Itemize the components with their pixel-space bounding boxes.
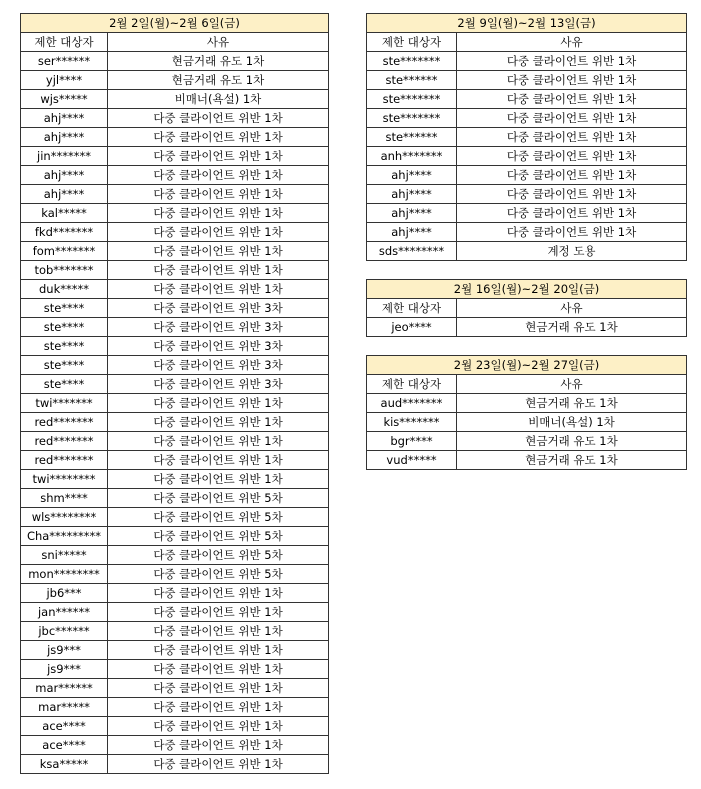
- reason-cell: 다중 클라이언트 위반 1차: [108, 622, 329, 641]
- target-user-cell: wjs*****: [21, 90, 108, 109]
- target-user-cell: bgr****: [367, 432, 457, 451]
- target-user-cell: jan******: [21, 603, 108, 622]
- table-row: [21, 565, 329, 584]
- target-user-cell: ahj****: [21, 166, 108, 185]
- table-row: [21, 128, 329, 147]
- column-header-row: [367, 33, 687, 52]
- reason-cell: 다중 클라이언트 위반 1차: [108, 470, 329, 489]
- reason-cell: 다중 클라이언트 위반 1차: [108, 432, 329, 451]
- reason-cell: 현금거래 유도 1차: [457, 451, 687, 470]
- reason-cell: 다중 클라이언트 위반 1차: [108, 603, 329, 622]
- reason-cell: 현금거래 유도 1차: [457, 318, 687, 337]
- reason-cell: 다중 클라이언트 위반 1차: [108, 109, 329, 128]
- target-user-cell: fom*******: [21, 242, 108, 261]
- table-row: [21, 717, 329, 736]
- target-user-cell: ahj****: [21, 109, 108, 128]
- table-row: [21, 337, 329, 356]
- table-row: [21, 451, 329, 470]
- target-user-cell: ste*******: [367, 52, 457, 71]
- table-row: [367, 71, 687, 90]
- table-row: [21, 299, 329, 318]
- target-user-cell: shm****: [21, 489, 108, 508]
- table-row: [21, 147, 329, 166]
- period-header-row: [21, 14, 329, 33]
- table-row: [367, 185, 687, 204]
- table-row: [21, 242, 329, 261]
- table-row: [21, 318, 329, 337]
- reason-cell: 다중 클라이언트 위반 3차: [108, 337, 329, 356]
- reason-cell: 다중 클라이언트 위반 1차: [108, 584, 329, 603]
- table-row: [21, 527, 329, 546]
- target-user-cell: tob*******: [21, 261, 108, 280]
- reason-cell: 다중 클라이언트 위반 1차: [108, 280, 329, 299]
- reason-cell: 다중 클라이언트 위반 1차: [457, 109, 687, 128]
- period-header-row: [367, 280, 687, 299]
- target-user-cell: ksa*****: [21, 755, 108, 774]
- target-user-cell: mar*****: [21, 698, 108, 717]
- table-row: [21, 261, 329, 280]
- table-row: [21, 584, 329, 603]
- table-row: [21, 736, 329, 755]
- table-row: [367, 109, 687, 128]
- table-row: [21, 546, 329, 565]
- table-row: [367, 204, 687, 223]
- reason-cell: 다중 클라이언트 위반 1차: [108, 204, 329, 223]
- target-user-cell: vud*****: [367, 451, 457, 470]
- column-header-reason: 사유: [108, 33, 329, 52]
- target-user-cell: kal*****: [21, 204, 108, 223]
- target-user-cell: duk*****: [21, 280, 108, 299]
- table-row: [367, 166, 687, 185]
- table-row: [21, 223, 329, 242]
- target-user-cell: jbc******: [21, 622, 108, 641]
- reason-cell: 다중 클라이언트 위반 1차: [457, 52, 687, 71]
- target-user-cell: ace****: [21, 736, 108, 755]
- target-user-cell: ser******: [21, 52, 108, 71]
- table-row: [21, 641, 329, 660]
- table-row: [21, 166, 329, 185]
- target-user-cell: twi********: [21, 470, 108, 489]
- period-header-row: [367, 14, 687, 33]
- target-user-cell: ste****: [21, 318, 108, 337]
- sanction-table-week-1: [20, 13, 329, 774]
- reason-cell: 다중 클라이언트 위반 1차: [108, 261, 329, 280]
- reason-cell: 다중 클라이언트 위반 1차: [108, 717, 329, 736]
- reason-cell: 비매너(욕설) 1차: [457, 413, 687, 432]
- reason-cell: 현금거래 유도 1차: [108, 52, 329, 71]
- target-user-cell: kis*******: [367, 413, 457, 432]
- reason-cell: 다중 클라이언트 위반 5차: [108, 565, 329, 584]
- table-row: [367, 223, 687, 242]
- sanction-table-week-4: [366, 355, 687, 470]
- target-user-cell: ste*******: [367, 90, 457, 109]
- column-header-target: 제한 대상자: [367, 375, 457, 394]
- period-title: 2월 16일(월)~2월 20일(금): [367, 280, 687, 299]
- reason-cell: 다중 클라이언트 위반 1차: [457, 166, 687, 185]
- reason-cell: 현금거래 유도 1차: [457, 432, 687, 451]
- target-user-cell: red*******: [21, 451, 108, 470]
- reason-cell: 다중 클라이언트 위반 3차: [108, 356, 329, 375]
- table-row: [21, 432, 329, 451]
- table-row: [367, 242, 687, 261]
- column-header-row: [367, 299, 687, 318]
- table-row: [21, 755, 329, 774]
- reason-cell: 다중 클라이언트 위반 5차: [108, 527, 329, 546]
- column-header-target: 제한 대상자: [367, 33, 457, 52]
- target-user-cell: yjl****: [21, 71, 108, 90]
- reason-cell: 다중 클라이언트 위반 3차: [108, 299, 329, 318]
- table-row: [21, 185, 329, 204]
- target-user-cell: ahj****: [21, 185, 108, 204]
- reason-cell: 비매너(욕설) 1차: [108, 90, 329, 109]
- table-row: [21, 622, 329, 641]
- table-row: [21, 470, 329, 489]
- target-user-cell: ahj****: [367, 185, 457, 204]
- period-title: 2월 23일(월)~2월 27일(금): [367, 356, 687, 375]
- reason-cell: 다중 클라이언트 위반 1차: [108, 698, 329, 717]
- table-row: [367, 52, 687, 71]
- table-row: [21, 356, 329, 375]
- reason-cell: 다중 클라이언트 위반 1차: [108, 451, 329, 470]
- target-user-cell: fkd*******: [21, 223, 108, 242]
- table-row: [21, 660, 329, 679]
- column-header-row: [367, 375, 687, 394]
- column-header-reason: 사유: [457, 299, 687, 318]
- table-row: [367, 128, 687, 147]
- table-row: [21, 394, 329, 413]
- reason-cell: 계정 도용: [457, 242, 687, 261]
- target-user-cell: jeo****: [367, 318, 457, 337]
- target-user-cell: jin*******: [21, 147, 108, 166]
- target-user-cell: Cha*********: [21, 527, 108, 546]
- table-row: [21, 109, 329, 128]
- target-user-cell: aud*******: [367, 394, 457, 413]
- table-row: [21, 698, 329, 717]
- reason-cell: 다중 클라이언트 위반 1차: [108, 641, 329, 660]
- target-user-cell: twi*******: [21, 394, 108, 413]
- table-row: [21, 52, 329, 71]
- reason-cell: 다중 클라이언트 위반 1차: [457, 128, 687, 147]
- table-row: [21, 71, 329, 90]
- reason-cell: 다중 클라이언트 위반 1차: [108, 755, 329, 774]
- reason-cell: 다중 클라이언트 위반 1차: [457, 90, 687, 109]
- table-row: [21, 489, 329, 508]
- reason-cell: 다중 클라이언트 위반 1차: [108, 128, 329, 147]
- reason-cell: 다중 클라이언트 위반 1차: [457, 71, 687, 90]
- target-user-cell: sni*****: [21, 546, 108, 565]
- column-header-target: 제한 대상자: [367, 299, 457, 318]
- target-user-cell: ste****: [21, 337, 108, 356]
- column-header-row: [21, 33, 329, 52]
- reason-cell: 다중 클라이언트 위반 1차: [108, 394, 329, 413]
- target-user-cell: red*******: [21, 432, 108, 451]
- reason-cell: 다중 클라이언트 위반 1차: [108, 736, 329, 755]
- reason-cell: 다중 클라이언트 위반 1차: [108, 679, 329, 698]
- reason-cell: 다중 클라이언트 위반 1차: [108, 147, 329, 166]
- period-title: 2월 2일(월)~2월 6일(금): [21, 14, 329, 33]
- column-header-reason: 사유: [457, 375, 687, 394]
- sanction-table-week-3: [366, 279, 687, 337]
- target-user-cell: ste****: [21, 356, 108, 375]
- target-user-cell: js9***: [21, 641, 108, 660]
- table-row: [21, 204, 329, 223]
- table-row: [21, 90, 329, 109]
- reason-cell: 다중 클라이언트 위반 1차: [108, 223, 329, 242]
- target-user-cell: ahj****: [367, 166, 457, 185]
- reason-cell: 다중 클라이언트 위반 1차: [457, 185, 687, 204]
- table-row: [21, 375, 329, 394]
- reason-cell: 다중 클라이언트 위반 3차: [108, 318, 329, 337]
- target-user-cell: ste****: [21, 299, 108, 318]
- reason-cell: 다중 클라이언트 위반 1차: [457, 147, 687, 166]
- target-user-cell: ste******: [367, 71, 457, 90]
- reason-cell: 다중 클라이언트 위반 5차: [108, 546, 329, 565]
- target-user-cell: wls********: [21, 508, 108, 527]
- target-user-cell: red*******: [21, 413, 108, 432]
- table-row: [21, 508, 329, 527]
- target-user-cell: mar******: [21, 679, 108, 698]
- reason-cell: 현금거래 유도 1차: [457, 394, 687, 413]
- target-user-cell: jb6***: [21, 584, 108, 603]
- column-header-target: 제한 대상자: [21, 33, 108, 52]
- table-row: [367, 451, 687, 470]
- table-row: [21, 280, 329, 299]
- reason-cell: 현금거래 유도 1차: [108, 71, 329, 90]
- target-user-cell: mon********: [21, 565, 108, 584]
- sanction-table-week-2: [366, 13, 687, 261]
- reason-cell: 다중 클라이언트 위반 1차: [108, 185, 329, 204]
- table-row: [367, 318, 687, 337]
- target-user-cell: ahj****: [21, 128, 108, 147]
- table-row: [367, 432, 687, 451]
- target-user-cell: js9***: [21, 660, 108, 679]
- target-user-cell: sds********: [367, 242, 457, 261]
- reason-cell: 다중 클라이언트 위반 1차: [108, 413, 329, 432]
- target-user-cell: ahj****: [367, 204, 457, 223]
- reason-cell: 다중 클라이언트 위반 5차: [108, 489, 329, 508]
- target-user-cell: ste****: [21, 375, 108, 394]
- reason-cell: 다중 클라이언트 위반 1차: [108, 242, 329, 261]
- table-row: [21, 603, 329, 622]
- table-row: [367, 90, 687, 109]
- period-title: 2월 9일(월)~2월 13일(금): [367, 14, 687, 33]
- reason-cell: 다중 클라이언트 위반 1차: [457, 204, 687, 223]
- target-user-cell: anh*******: [367, 147, 457, 166]
- table-row: [21, 413, 329, 432]
- column-header-reason: 사유: [457, 33, 687, 52]
- reason-cell: 다중 클라이언트 위반 1차: [457, 223, 687, 242]
- table-row: [367, 147, 687, 166]
- reason-cell: 다중 클라이언트 위반 1차: [108, 660, 329, 679]
- target-user-cell: ace****: [21, 717, 108, 736]
- table-row: [367, 394, 687, 413]
- table-row: [21, 679, 329, 698]
- reason-cell: 다중 클라이언트 위반 3차: [108, 375, 329, 394]
- period-header-row: [367, 356, 687, 375]
- target-user-cell: ahj****: [367, 223, 457, 242]
- reason-cell: 다중 클라이언트 위반 5차: [108, 508, 329, 527]
- target-user-cell: ste******: [367, 128, 457, 147]
- reason-cell: 다중 클라이언트 위반 1차: [108, 166, 329, 185]
- target-user-cell: ste*******: [367, 109, 457, 128]
- table-row: [367, 413, 687, 432]
